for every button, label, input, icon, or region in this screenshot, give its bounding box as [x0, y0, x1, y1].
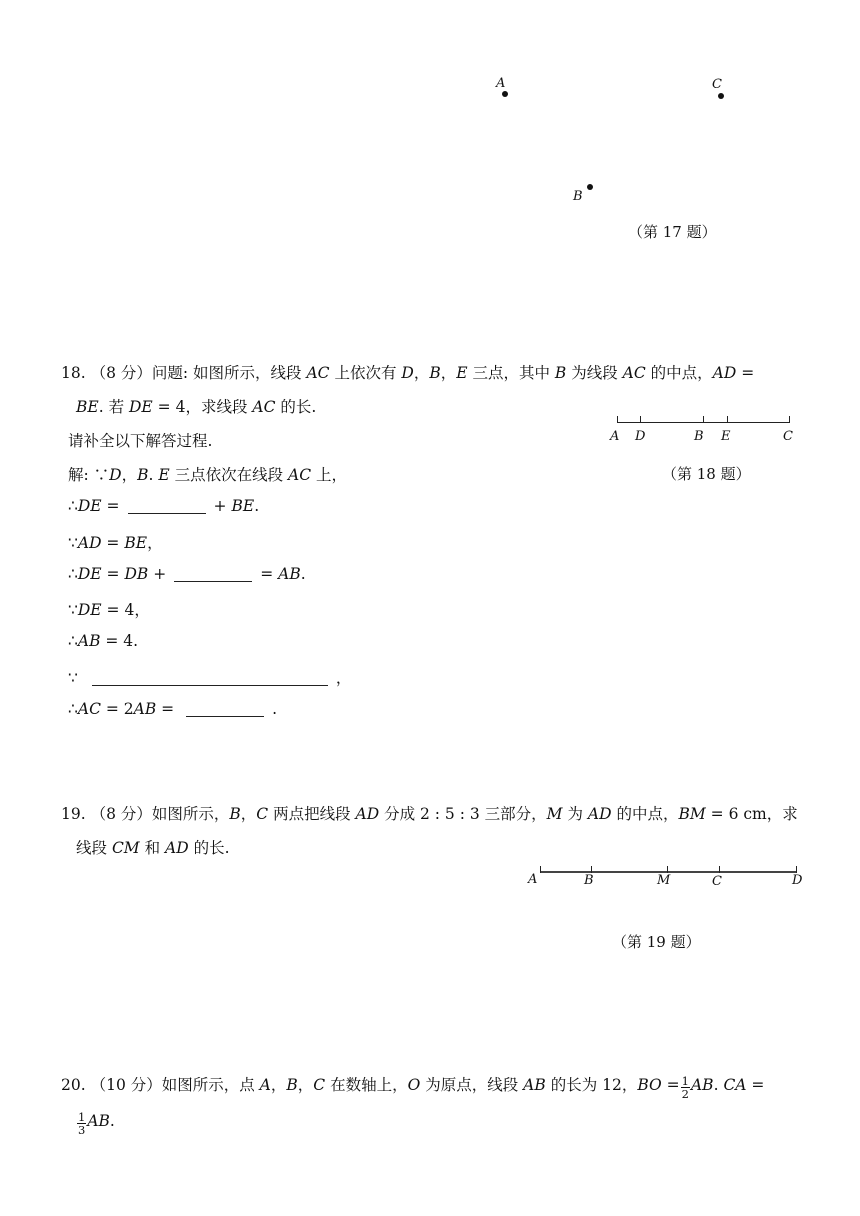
q19-tick-b [591, 866, 592, 873]
q18-label-b: B [694, 429, 704, 444]
q18-step3: ∵AD = BE， [68, 534, 163, 552]
q18-step6: ∴AB = 4. [68, 632, 139, 650]
q18-caption: （第 18 题） [662, 465, 751, 483]
point-a-dot [502, 91, 508, 97]
q18-blank-1[interactable] [128, 497, 206, 514]
q18-step8: ∴AC = 2AB = . [68, 700, 278, 718]
point-label-c: C [712, 77, 722, 92]
q18-step7: ∵ ， [68, 669, 352, 687]
q18-blank-2[interactable] [174, 565, 252, 582]
q19-label-m: M [657, 873, 671, 888]
q19-label-b: B [584, 873, 594, 888]
q18-step1: 解: ∵D，B. E 三点依次在线段 AC 上， [68, 466, 348, 484]
q18-blank-3[interactable] [92, 669, 328, 686]
q18-problem-line2: BE. 若 DE = 4，求线段 AC 的长. [76, 398, 317, 416]
q18-blank-4[interactable] [186, 700, 264, 717]
q18-tick-b [703, 416, 704, 423]
q18-tick-e [727, 416, 728, 423]
q18-label-e: E [721, 429, 731, 444]
q19-label-d: D [792, 873, 803, 888]
point-label-a: A [496, 76, 506, 91]
q19-problem-line1: 19. （8 分）如图所示，B，C 两点把线段 AD 分成 2 : 5 : 3 三部分，M 为 AD 的中点，BM = 6 cm，求 [61, 805, 798, 823]
q18-instruction: 请补全以下解答过程. [68, 432, 213, 450]
q18-label-c: C [783, 429, 793, 444]
q18-tick-c [789, 416, 790, 423]
q20-problem-line1: 20. （10 分）如图所示，点 A，B，C 在数轴上，O 为原点，线段 AB 的长为 12，BO = $\frac{1}{2}$ AB. CA = [61, 1074, 765, 1101]
q20-fraction-2: $\frac{1}{3}$ [78, 1110, 86, 1137]
q19-label-c: C [712, 874, 722, 889]
q18-label-a: A [610, 429, 620, 444]
q19-caption: （第 19 题） [612, 933, 701, 951]
q20-problem-line2: $\frac{1}{3}$ AB. [78, 1110, 115, 1137]
q18-problem-line1: 18. （8 分）问题: 如图所示，线段 AC 上依次有 D，B，E 三点，其中 B 为线段 AC 的中点，AD = [61, 364, 755, 382]
point-b-dot [587, 184, 593, 190]
point-c-dot [718, 93, 724, 99]
point-label-b: B [573, 189, 583, 204]
q20-fraction-1: $\frac{1}{2}$ [681, 1074, 689, 1101]
q19-label-a: A [528, 872, 538, 887]
q18-step2: ∴DE = + BE. [68, 497, 260, 515]
q19-tick-c [719, 866, 720, 873]
q19-tick-a [540, 866, 541, 873]
q18-step5: ∵DE = 4， [68, 601, 150, 619]
q18-step4: ∴DE = DB + = AB. [68, 565, 306, 583]
q18-tick-a [617, 416, 618, 423]
q17-caption: （第 17 题） [628, 223, 717, 241]
q18-tick-d [640, 416, 641, 423]
q19-tick-m [667, 866, 668, 873]
q18-label-d: D [635, 429, 646, 444]
q19-problem-line2: 线段 CM 和 AD 的长. [76, 839, 230, 857]
q19-tick-d [796, 866, 797, 873]
